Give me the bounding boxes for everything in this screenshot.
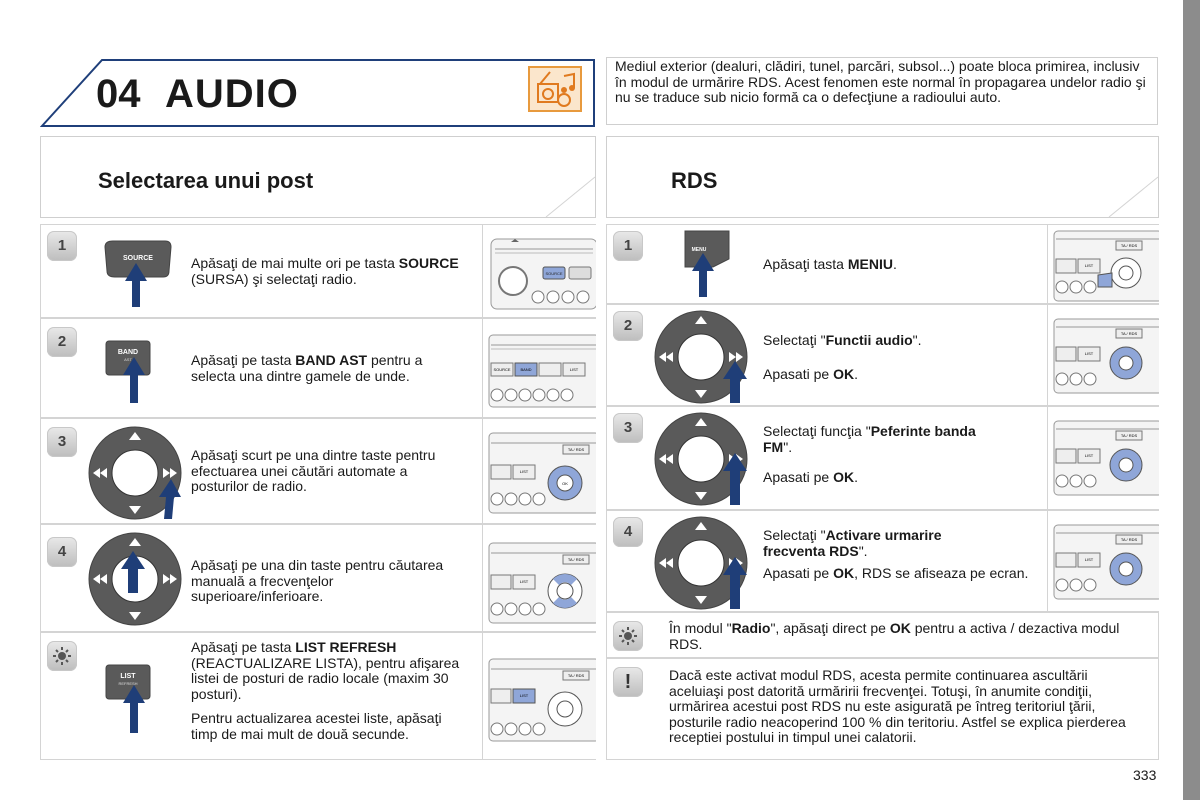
section-title-left: Selectarea unui post [98, 168, 314, 193]
step-number: 1 [613, 231, 643, 261]
section-header-left [40, 136, 596, 218]
section-header-right [606, 136, 1159, 218]
radio-thumbnail-menu [1047, 225, 1159, 303]
step-text-secondary: Apasati pe OK, RDS se afiseaza pe ecran. [763, 565, 1029, 581]
left-step-2 [40, 318, 596, 418]
svg-text:LIST: LIST [1084, 351, 1094, 356]
left-step-list-refresh [40, 632, 596, 760]
svg-text:BAND: BAND [520, 367, 532, 372]
svg-text:TA / RDS: TA / RDS [1120, 537, 1138, 542]
step-text: Apăsaţi scurt pe una dintre taste pentru efectuarea unei căutări automate a posturilor de radio. [191, 447, 436, 494]
radio-thumbnail-ok [1047, 407, 1159, 509]
step-number: 4 [613, 517, 643, 547]
directional-pad-icon [87, 531, 183, 632]
tip-icon [613, 621, 643, 651]
source-key-icon [103, 239, 173, 314]
svg-text:LIST: LIST [1084, 263, 1094, 268]
radio-thumbnail-ok [1047, 305, 1159, 405]
directional-pad-icon [653, 515, 749, 616]
radio-thumbnail-seek [482, 419, 596, 523]
svg-text:LIST: LIST [519, 579, 529, 584]
step-text: Selectaţi "Activare urmarire frecventa RDS". [763, 527, 942, 559]
radio-thumbnail-source [482, 225, 596, 317]
directional-pad-icon [653, 411, 749, 512]
right-step-4 [606, 510, 1159, 612]
key-label: SOURCE [123, 255, 153, 262]
svg-text:LIST: LIST [519, 469, 529, 474]
menu-key-icon [683, 229, 733, 304]
svg-text:SOURCE: SOURCE [545, 271, 563, 276]
directional-pad-icon [653, 309, 749, 410]
step-text: Apăsaţi pe tasta LIST REFRESH (REACTUALIZARE LISTA), pentru afişarea listei de posturi de radio locale (maxim 30 posturi). [191, 639, 460, 702]
page-number: 333 [1133, 767, 1157, 783]
svg-text:REFRESH: REFRESH [118, 681, 138, 686]
step-number: 2 [613, 311, 643, 341]
svg-text:TA / RDS: TA / RDS [1120, 331, 1138, 336]
left-step-3 [40, 418, 596, 524]
band-key-icon [104, 339, 154, 410]
step-number: 1 [47, 231, 77, 261]
chapter-title: AUDIO [165, 72, 299, 116]
tip-icon [47, 641, 77, 671]
svg-text:SOURCE: SOURCE [493, 367, 511, 372]
step-text: Selectaţi funcţia "Peferinte banda FM". [763, 423, 976, 455]
step-text-secondary: Apasati pe OK. [763, 469, 858, 485]
radio-thumbnail-band [482, 319, 596, 417]
tip-text: În modul "Radio", apăsaţi direct pe OK pentru a activa / dezactiva modul RDS. [669, 620, 1120, 652]
page-edge-bar [1183, 0, 1200, 800]
chapter-number: 04 [96, 72, 141, 116]
rds-tip [606, 612, 1159, 658]
section-title-right: RDS [671, 168, 718, 193]
svg-text:LIST: LIST [1084, 557, 1094, 562]
step-text-secondary: Pentru actualizarea acestei liste, apăsaţi timp de mai mult de două secunde. [191, 710, 442, 742]
left-step-1 [40, 224, 596, 318]
svg-text:TA / RDS: TA / RDS [567, 673, 585, 678]
top-note: Mediul exterior (dealuri, clădiri, tunel, parcări, subsol...) poate bloca primirea, inclusiv în modul de urmărire RDS. Acest fenomen este normal în propagarea undelor radio şi nu se traduce sub nicio formă ca o defecţiune a radioului auto. [606, 57, 1158, 125]
chapter-header [40, 58, 596, 128]
radio-thumbnail-list [482, 633, 596, 759]
svg-text:TA / RDS: TA / RDS [567, 557, 585, 562]
radio-thumbnail-manual [482, 525, 596, 631]
step-number: 3 [47, 427, 77, 457]
svg-text:LIST: LIST [569, 367, 579, 372]
step-number: 2 [47, 327, 77, 357]
step-text: Apăsaţi pe una din taste pentru căutarea manuală a frecvenţelor superioare/inferioare. [191, 557, 444, 604]
right-step-1 [606, 224, 1159, 304]
radio-thumbnail-ok [1047, 511, 1159, 611]
rds-warning [606, 658, 1159, 760]
svg-text:AST: AST [124, 357, 132, 362]
right-step-3 [606, 406, 1159, 510]
svg-text:LIST: LIST [1084, 453, 1094, 458]
radio-music-icon [528, 66, 582, 112]
svg-text:OK: OK [562, 481, 568, 486]
directional-pad-icon [87, 425, 183, 526]
step-text: Apăsaţi de mai multe ori pe tasta SOURCE (SURSA) şi selectaţi radio. [191, 255, 459, 287]
list-refresh-key-icon [104, 663, 154, 740]
warning-text: Dacă este activat modul RDS, acesta permite continuarea ascultării aceluiaşi post datorită urmăririi frecvenţei. Totuşi, în anumite condiţii, urmărirea acestui post RDS nu este asigurată pe întreg teritoriul ţării, posturile radio neacoperind 100 % din teritoriu. Astfel se explica pierderea receptiei postului in timpul unei calatorii. [669, 667, 1126, 745]
left-step-4 [40, 524, 596, 632]
svg-text:LIST: LIST [120, 673, 136, 680]
step-text: Apăsaţi tasta MENIU. [763, 256, 897, 272]
svg-text:LIST: LIST [519, 693, 529, 698]
svg-text:MENU: MENU [691, 247, 707, 253]
step-text: Apăsaţi pe tasta BAND AST pentru a selecta una dintre gamele de unde. [191, 352, 423, 384]
step-text: Selectaţi "Functii audio". [763, 332, 922, 348]
svg-text:BAND: BAND [117, 349, 139, 356]
step-number: 3 [613, 413, 643, 443]
step-text-secondary: Apasati pe OK. [763, 366, 858, 382]
exclamation-icon: ! [613, 667, 643, 697]
step-number: 4 [47, 537, 77, 567]
svg-text:TA / RDS: TA / RDS [1120, 243, 1138, 248]
right-step-2 [606, 304, 1159, 406]
svg-text:TA / RDS: TA / RDS [567, 447, 585, 452]
svg-text:TA / RDS: TA / RDS [1120, 433, 1138, 438]
